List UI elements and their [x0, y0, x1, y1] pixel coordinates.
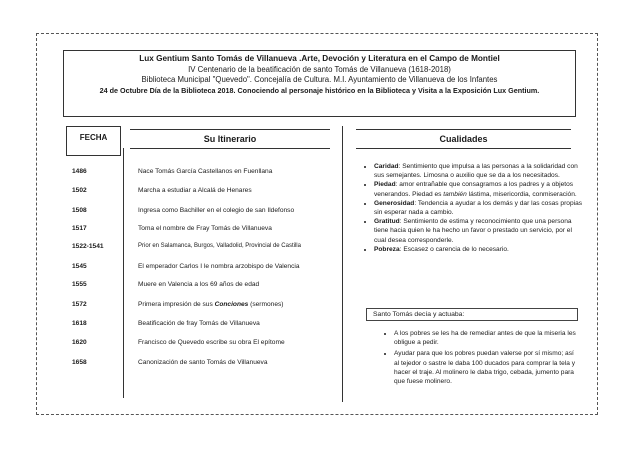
quotes-list [384, 329, 579, 388]
header-box [63, 50, 576, 117]
cualidad-desc: : Escasez o carencia de lo necesario. [399, 245, 509, 253]
timeline-date: 1618 [72, 320, 87, 327]
timeline-event: Canonización de santo Tomás de Villanueva [138, 359, 268, 366]
timeline-date: 1620 [72, 339, 87, 346]
cualidad-term: Caridad [374, 163, 399, 170]
cualidad-desc: lástima, misericordia, conmiseración. [466, 190, 577, 198]
cualidad-desc: : Sentimiento de estima y reconocimiento que una persona tiene hacia quien le ha hecho un favor o prestado un servicio, por el cual desea corresponderle. [374, 218, 572, 244]
header-event: 24 de Octubre Día de la Biblioteca 2018. Conociendo al personaje histórico en la Biblioteca y Visita a la Exposición Lux Gentium. [99, 85, 540, 95]
timeline-event: Toma el nombre de Fray Tomás de Villanueva [138, 225, 272, 232]
itinerario-column-header: Su Itinerario [130, 129, 330, 149]
timeline-date: 1522-1541 [72, 243, 104, 250]
header-institution: Biblioteca Municipal "Quevedo". Concejalía de Cultura. M.I. Ayuntamiento de Villanueva de los Infantes [141, 75, 498, 84]
quote-title-box: Santo Tomás decía y actuaba: [366, 308, 578, 321]
timeline-date: 1572 [72, 301, 87, 308]
cualidad-term: Gratitud [374, 218, 400, 226]
cualidad-term: Generosidad [374, 199, 415, 207]
timeline-event: Nace Tomás García Castellanos en Fuenllana [138, 168, 273, 175]
quote-item: • A los pobres se les ha de remediar antes de que la miseria les obligue a pedir. [394, 329, 579, 347]
fecha-column-header: FECHA [66, 126, 121, 156]
timeline-event: El emperador Carlos I le nombra arzobispo de Valencia [138, 263, 300, 270]
timeline-event [138, 301, 284, 308]
cualidad-desc: : Sentimiento que impulsa a las personas a la solidaridad con sus semejantes. Limosna o auxilio que se da a los necesitados. [374, 163, 578, 180]
column-divider-line [342, 126, 343, 402]
timeline-event: Marcha a estudiar a Alcalá de Henares [138, 187, 252, 194]
cualidad-item [374, 162, 584, 180]
timeline-event: Ingresa como Bachiller en el colegio de san Ildefonso [138, 207, 295, 214]
timeline-event: Prior en Salamanca, Burgos, Valladolid, Provincial de Castilla [138, 243, 301, 249]
cualidad-desc-em: también [443, 190, 467, 198]
fecha-divider-line [123, 148, 124, 398]
timeline-date: 1658 [72, 359, 87, 366]
header-subtitle: IV Centenario de la beatificación de santo Tomás de Villanueva (1618-2018) [188, 64, 451, 74]
conciones-title: Conciones [214, 301, 249, 308]
timeline-event: Beatificación de fray Tomás de Villanueva [138, 320, 260, 327]
cualidad-desc: : amor entrañable que consagramos a los padres y a objetos venerandos. Piedad es [374, 181, 574, 198]
timeline-date: 1508 [72, 207, 87, 214]
header-title: Lux Gentium Santo Tomás de Villanueva .Arte, Devoción y Literatura en el Campo de Montiel [139, 54, 500, 63]
cualidades-column-header: Cualidades [356, 129, 571, 149]
timeline-date: 1555 [72, 281, 87, 288]
cualidad-item [374, 180, 584, 198]
cualidades-list [366, 162, 584, 254]
timeline-date: 1486 [72, 168, 87, 175]
cualidad-desc: : Tendencia a ayudar a los demás y dar las cosas propias sin esperar nada a cambio. [374, 199, 583, 217]
timeline-event: Francisco de Quevedo escribe su obra El epítome [138, 339, 285, 346]
timeline-event: Muere en Valencia a los 69 años de edad [138, 281, 260, 288]
quote-item: • Ayudar para que los pobres puedan valerse por sí mismo; así al tejedor o sastre le daba 100 ducados para comprar la tela y hacer el traje. Al molinero le daba trigo, cebada, jumento para que fuese molinero. [394, 349, 579, 386]
cualidad-item [374, 217, 584, 245]
cualidad-term: Piedad [374, 181, 396, 189]
cualidad-item [374, 245, 584, 254]
cualidad-term: Pobreza [374, 245, 400, 253]
timeline-event-part: (sermones) [248, 301, 284, 308]
cualidad-item [374, 199, 584, 217]
timeline-date: 1545 [72, 263, 87, 270]
timeline-date: 1517 [72, 225, 87, 232]
timeline-event-part: Primera impresión de sus [138, 301, 215, 308]
timeline-date: 1502 [72, 187, 87, 194]
